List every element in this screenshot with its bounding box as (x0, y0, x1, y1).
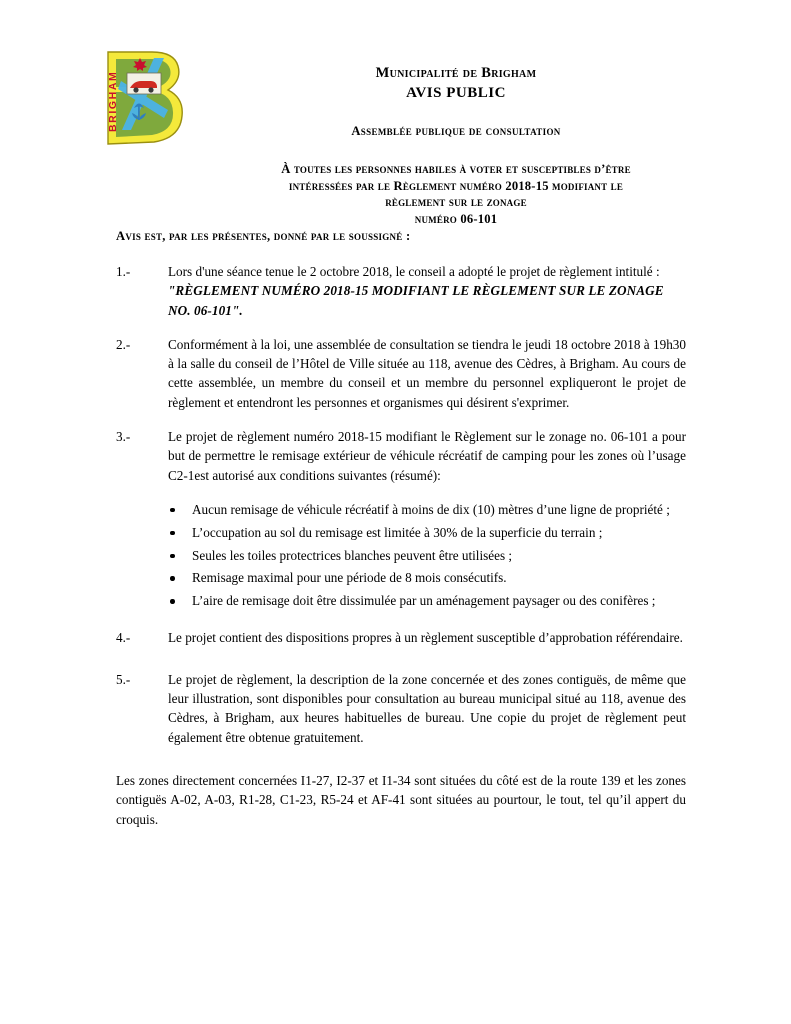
list-item: Remisage maximal pour une période de 8 mois consécutifs. (170, 568, 686, 587)
notice-heading-line-1: À toutes les personnes habiles à voter et susceptibles d’être (281, 162, 631, 176)
numbered-item-1 (116, 262, 686, 320)
header-title-group (186, 64, 726, 227)
assembly-subtitle: Assemblée publique de consultation (351, 124, 561, 138)
list-item: Aucun remisage de véhicule récréatif à moins de dix (10) mètres d’une ligne de propriété ; (170, 500, 686, 519)
list-item: L’occupation au sol du remisage est limitée à 30% de la superficie du terrain ; (170, 523, 686, 542)
numbered-item-5 (116, 670, 686, 747)
notice-heading-line-3: règlement sur le zonage (385, 195, 527, 210)
list-item: L’aire de remisage doit être dissimulée par un aménagement paysager ou des conifères ; (170, 591, 686, 610)
item-text-1: Lors d'une séance tenue le 2 octobre 2018, le conseil a adopté le projet de règlement intitulé : (168, 264, 660, 279)
item-text-2: Conformément à la loi, une assemblée de consultation se tiendra le jeudi 18 octobre 2018 à 19h30 à la salle du conseil de l’Hôtel de Ville située au 118, avenue des Cèdres, à Brigham. Au cours de cette assemblée, un membre du conseil et un membre du personnel expliqueront le projet de règlement et entendront les personnes et organismes qui désirent s'exprimer. (168, 336, 686, 410)
item-number-4: 4.- (116, 630, 131, 646)
document-header (0, 48, 791, 226)
notice-heading-line-4: numéro 06-101 (414, 211, 498, 226)
item-number-5: 5.- (116, 671, 131, 687)
item-number-3: 3.- (116, 429, 131, 445)
municipality-title: Municipalité de Brigham (375, 65, 537, 81)
notice-heading (186, 161, 726, 227)
numbered-item-3 (116, 427, 686, 485)
avis-public-title: AVIS PUBLIC (406, 85, 506, 101)
conditions-list (116, 500, 686, 610)
closing-paragraph (116, 771, 686, 829)
notice-heading-line-2: intéressées par le Règlement numéro 2018-15 modifiant le (288, 178, 624, 193)
item-text-3: Le projet de règlement numéro 2018-15 modifiant le Règlement sur le zonage no. 06-101 a pour but de permettre le remisage extérieur de véhicule récréatif de camping pour les zones où l’usage C2-1est autorisé aux conditions suivantes (résumé): (168, 429, 686, 483)
item-text-5: Le projet de règlement, la description de la zone concernée et des zones contiguës, de même que leur illustration, sont disponibles pour consultation au bureau municipal situé au 118, avenue des Cèdres, à Brigham, aux heures habituelles de bureau. Une copie du projet de règlement peut également être obtenue gratuitement. (168, 671, 686, 745)
numbered-item-2 (116, 335, 686, 412)
item-quoted-title-1: "RÈGLEMENT NUMÉRO 2018-15 MODIFIANT LE RÈGLEMENT SUR LE ZONAGE NO. 06-101". (168, 283, 664, 318)
numbered-item-4 (116, 628, 686, 647)
list-item: Seules les toiles protectrices blanches peuvent être utilisées ; (170, 546, 686, 565)
crest-vertical-text: BRIGHAM (107, 70, 119, 132)
document-body (116, 228, 686, 829)
item-number-2: 2.- (116, 336, 131, 352)
lead-statement: Avis est, par les présentes, donné par le soussigné : (116, 229, 411, 243)
item-number-1: 1.- (116, 264, 131, 279)
closing-text: Les zones directement concernées I1-27, I2-37 et I1-34 sont situées du côté est de la route 139 et les zones contiguës A-02, A-03, R1-28, C1-23, R5-24 et AF-41 sont situées au pourtour, le tout, tel qu’il appert du croquis. (116, 772, 686, 827)
item-text-4: Le projet contient des dispositions propres à un règlement susceptible d’approbation référendaire. (168, 630, 683, 646)
